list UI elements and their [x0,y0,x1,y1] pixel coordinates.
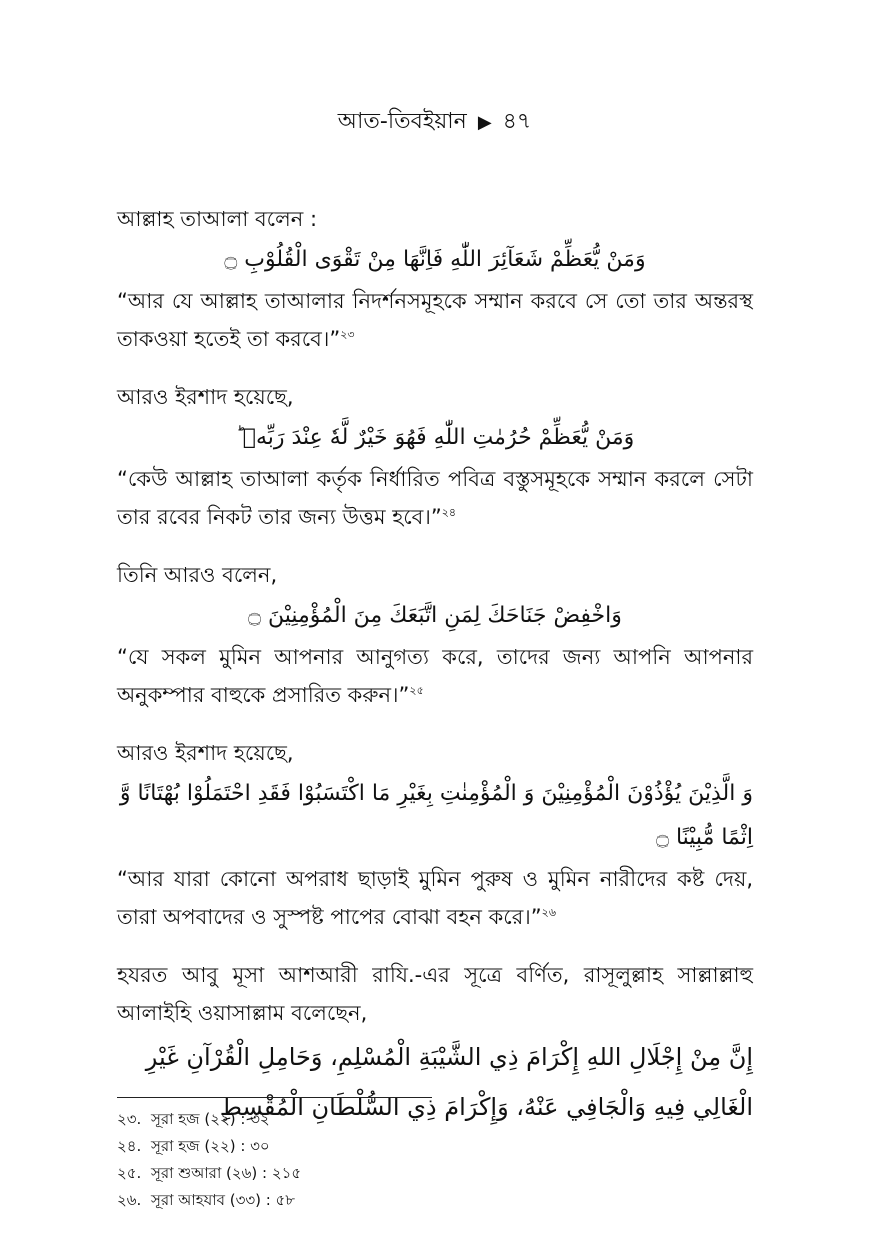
section-intro: তিনি আরও বলেন, [117,563,278,587]
footnote-ref: ২৪ [441,506,457,519]
quran-verse: وَمَنْ يُّعَظِّمْ حُرُمٰتِ اللّٰهِ فَهُوَ خَيْرٌ لَّهٗ عِنْدَ رَبِّهٖ ؕ [235,425,635,450]
footnote-divider [117,1097,432,1098]
footnote-text: সূরা হজ (২২) : ৩০ [151,1137,270,1155]
footnote-text: সূরা আহযাব (৩৩) : ৫৮ [151,1191,296,1209]
section-intro: আল্লাহ তাআলা বলেন : [117,207,318,231]
hadith-intro: হযরত আবু মূসা আশআরী রাযি.-এর সূত্রে বর্ণিত, রাসূলুল্লাহ সাল্লাল্লাহু আলাইহি ওয়াসাল্লাম বলেছেন, [117,963,753,1025]
page-body [117,200,753,1132]
translation-text: “যে সকল মুমিন আপনার আনুগত্য করে, তাদের জন্য আপনি আপনার অনুকম্পার বাহুকে প্রসারিত করুন।” [117,645,753,707]
footnote-ref: ২৩ [340,328,355,341]
quran-verse: وَمَنْ يُّعَظِّمْ شَعَآئِرَ اللّٰهِ فَاِنَّهَا مِنْ تَقْوَى الْقُلُوْبِ ۝ [224,247,646,272]
footnote-item [117,1106,517,1133]
translation-text: “আর যারা কোনো অপরাধ ছাড়াই মুমিন পুরুষ ও মুমিন নারীদের কষ্ট দেয়, তারা অপবাদের ও সুস্পষ্ট পাপের বোঝা বহন করে।” [117,867,753,929]
footnote-text: সূরা হজ (২২) : ৩২ [151,1110,270,1128]
footnote-ref: ২৫ [409,684,424,697]
footnote-number: ২৬. [117,1191,142,1209]
footnote-number: ২৫. [117,1164,142,1182]
book-title: আত-তিবইয়ান [337,109,467,134]
section-intro: আরও ইরশাদ হয়েছে, [117,385,294,409]
footnote-text: সূরা শুআরা (২৬) : ২১৫ [151,1164,302,1182]
footnote-ref: ২৬ [541,906,556,919]
arrow-icon: ▶ [477,112,492,133]
translation-text: “কেউ আল্লাহ তাআলা কর্তৃক নির্ধারিত পবিত্র বস্তুসমূহকে সম্মান করলে সেটা তার রবের নিকট তার জন্য উত্তম হবে।” [117,467,753,529]
verse-translation [117,638,753,714]
quran-verse: وَ الَّذِيْنَ يُؤْذُوْنَ الْمُؤْمِنِيْنَ وَ الْمُؤْمِنٰتِ بِغَيْرِ مَا اكْتَسَبُوْا فَقَدِ احْتَمَلُوْا بُهْتَانًا وَّ اِثْمًا مُّبِيْنًا ۝ [119,781,753,850]
footnote-item [117,1187,517,1214]
verse-translation [117,282,753,358]
page-number: ৪৭ [502,109,532,134]
verse-translation [117,860,753,936]
running-header [0,104,869,141]
verse-translation [117,460,753,536]
footnote-item [117,1160,517,1187]
footnote-item [117,1133,517,1160]
section-intro: আরও ইরশাদ হয়েছে, [117,741,294,765]
translation-text: “আর যে আল্লাহ তাআলার নিদর্শনসমূহকে সম্মান করবে সে তো তার অন্তরস্থ তাকওয়া হতেই তা করবে।” [117,289,753,351]
hadith-arabic: إِنَّ مِنْ إِجْلَالِ اللهِ إِكْرَامَ ذِي الشَّيْبَةِ الْمُسْلِمِ، وَحَامِلِ الْقُرْآنِ غَيْرِ الْغَالِي فِيهِ وَالْجَافِي عَنْهُ، وَإِكْرَامَ ذِي السُّلْطَانِ الْمُقْسِطِ [145,1043,753,1121]
quran-verse: وَاخْفِضْ جَنَاحَكَ لِمَنِ اتَّبَعَكَ مِنَ الْمُؤْمِنِيْنَ ۝ [248,603,622,628]
footnotes [117,1106,517,1214]
footnote-number: ২৩. [117,1110,142,1128]
footnote-number: ২৪. [117,1137,142,1155]
